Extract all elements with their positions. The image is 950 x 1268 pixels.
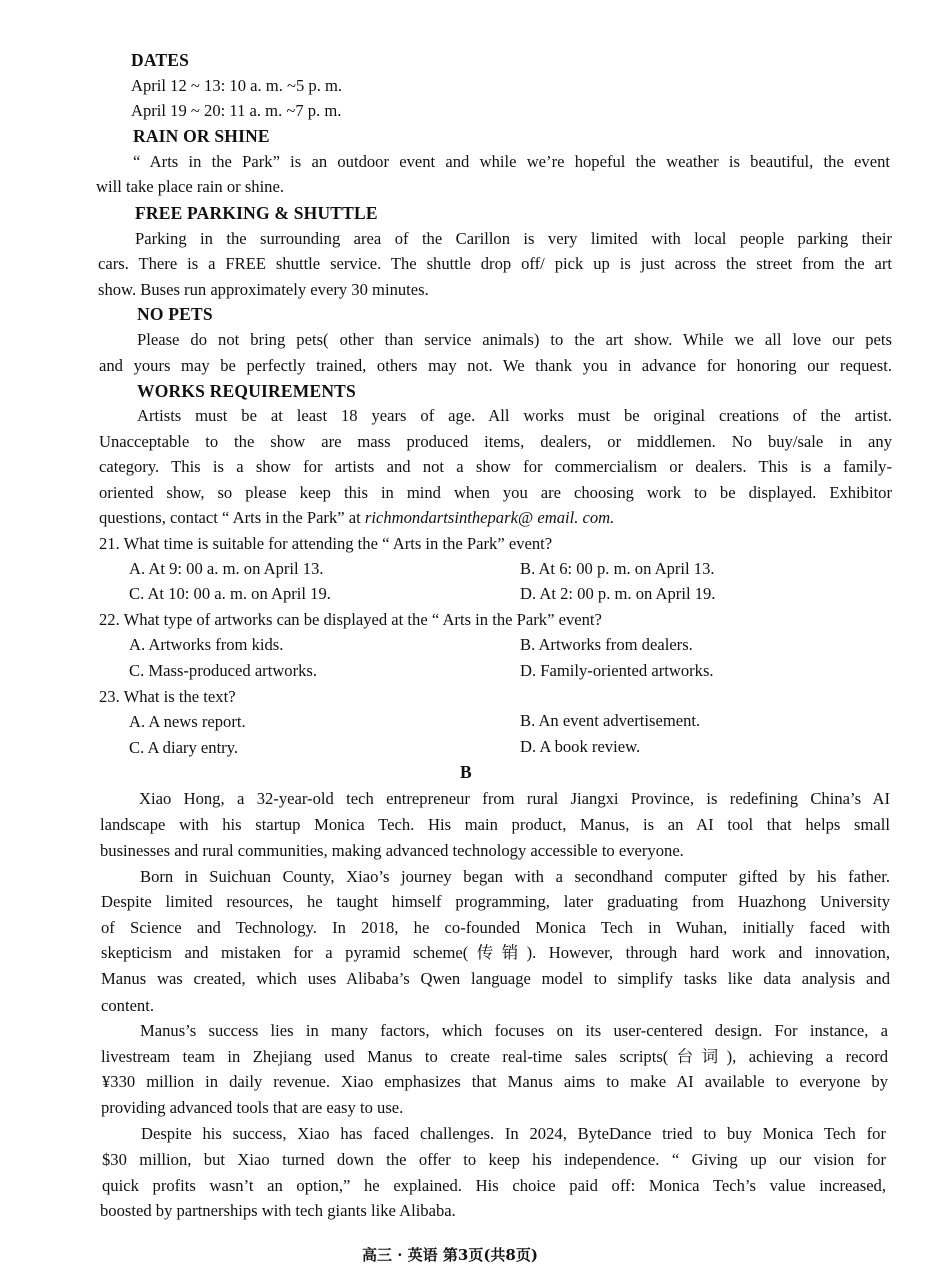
passage-b-p1-line-3: businesses and rural communities, making advanced technology accessible to everyone. xyxy=(100,841,684,860)
works-heading: WORKS REQUIREMENTS xyxy=(137,381,356,401)
passage-b-p2-line-1: Born in Suichuan County, Xiao’s journey began with a secondhand computer gifted by his father. xyxy=(140,867,890,886)
works-line-3: category. This is a show for artists and not a show for commercialism or dealers. This is a family- xyxy=(99,457,892,476)
passage-b-p4-line-4: boosted by partnerships with tech giants like Alibaba. xyxy=(100,1201,456,1220)
passage-b-p1-line-2: landscape with his startup Monica Tech. His main product, Manus, is an AI tool that helps small xyxy=(100,815,890,834)
dates-line-2: April 19 ~ 20: 11 a. m. ~7 p. m. xyxy=(131,101,342,120)
passage-b-p3-line-4: providing advanced tools that are easy to use. xyxy=(101,1098,404,1117)
rain-heading: RAIN OR SHINE xyxy=(133,126,270,146)
parking-heading: FREE PARKING & SHUTTLE xyxy=(135,203,378,223)
q23-option-a: A. A news report. xyxy=(129,712,246,731)
section-b-label: B xyxy=(460,762,472,782)
passage-b-p2-line-2: Despite limited resources, he taught himself programming, later graduating from Huazhong University xyxy=(101,892,890,911)
pets-line-1: Please do not bring pets( other than service animals) to the art show. While we all love our pets xyxy=(137,330,892,349)
contact-email: richmondartsinthepark@ email. com. xyxy=(364,508,615,527)
q23-stem: 23. What is the text? xyxy=(99,687,236,706)
parking-line-1: Parking in the surrounding area of the Carillon is very limited with local people parking their xyxy=(135,229,892,248)
works-line-2: Unacceptable to the show are mass produced items, dealers, or middlemen. No buy/sale in any xyxy=(99,432,892,451)
works-line-1: Artists must be at least 18 years of age. All works must be original creations of the artist. xyxy=(137,406,892,425)
rain-line-1: “ Arts in the Park” is an outdoor event and while we’re hopeful the weather is beautiful, the event xyxy=(133,152,890,171)
passage-b-p2-line-5: Manus was created, which uses Alibaba’s Qwen language model to simplify tasks like data analysis and xyxy=(101,969,890,988)
pets-heading: NO PETS xyxy=(137,304,213,324)
passage-b-p2-line-4: skepticism and mistaken for a pyramid scheme(传销). However, through hard work and innovation, xyxy=(101,943,890,962)
passage-b-p4-line-3: quick profits wasn’t an option,” he explained. His choice paid off: Monica Tech’s value increased, xyxy=(102,1176,886,1195)
q21-option-b: B. At 6: 00 p. m. on April 13. xyxy=(520,559,715,578)
dates-heading: DATES xyxy=(131,50,190,70)
passage-b-p4-line-2: $30 million, but Xiao turned down the offer to keep his independence. “ Giving up our vision for xyxy=(102,1150,886,1169)
q22-option-c: C. Mass-produced artworks. xyxy=(129,661,318,680)
q22-stem: 22. What type of artworks can be displayed at the “ Arts in the Park” event? xyxy=(99,610,602,629)
q22-option-b: B. Artworks from dealers. xyxy=(520,635,693,654)
q21-option-d: D. At 2: 00 p. m. on April 19. xyxy=(520,584,716,603)
pets-line-2: and yours may be perfectly trained, others may not. We thank you in advance for honoring our request. xyxy=(99,356,892,375)
passage-b-p2-line-6: content. xyxy=(101,996,154,1015)
q23-option-d: D. A book review. xyxy=(520,737,641,756)
q21-option-a: A. At 9: 00 a. m. on April 13. xyxy=(129,559,324,578)
passage-b-p1-line-1: Xiao Hong, a 32-year-old tech entrepreneur from rural Jiangxi Province, is redefining China’s AI xyxy=(139,789,890,808)
works-line-4: oriented show, so please keep this in mind when you are choosing work to be displayed. Exhibitor xyxy=(99,483,892,502)
passage-b-p2-line-3: of Science and Technology. In 2018, he co-founded Monica Tech in Wuhan, initially faced with xyxy=(101,918,890,937)
q22-option-a: A. Artworks from kids. xyxy=(129,635,284,654)
q21-option-c: C. At 10: 00 a. m. on April 19. xyxy=(129,584,331,603)
passage-b-p4-line-1: Despite his success, Xiao has faced challenges. In 2024, ByteDance tried to buy Monica Tech for xyxy=(141,1124,886,1143)
rain-line-2: will take place rain or shine. xyxy=(96,177,284,196)
passage-b-p3-line-1: Manus’s success lies in many factors, which focuses on its user-centered design. For instance, a xyxy=(140,1021,888,1040)
parking-line-2: cars. There is a FREE shuttle service. The shuttle drop off/ pick up is just across the street from the art xyxy=(98,254,892,273)
passage-b-p3-line-3: ¥330 million in daily revenue. Xiao emphasizes that Manus aims to make AI available to everyone by xyxy=(102,1072,888,1091)
works-line-5 xyxy=(99,507,614,529)
works-contact-text: questions, contact “ Arts in the Park” at xyxy=(99,508,361,527)
page-footer: 高三 · 英语 第3页(共8页) xyxy=(362,1246,538,1264)
q21-stem: 21. What time is suitable for attending the “ Arts in the Park” event? xyxy=(99,534,553,553)
q23-option-b: B. An event advertisement. xyxy=(520,711,701,730)
parking-line-3: show. Buses run approximately every 30 minutes. xyxy=(98,280,429,299)
passage-b-p3-line-2: livestream team in Zhejiang used Manus to create real-time sales scripts(台词), achieving a record xyxy=(101,1047,888,1066)
q22-option-d: D. Family-oriented artworks. xyxy=(520,661,714,680)
q23-option-c: C. A diary entry. xyxy=(129,738,239,757)
dates-line-1: April 12 ~ 13: 10 a. m. ~5 p. m. xyxy=(131,76,343,95)
